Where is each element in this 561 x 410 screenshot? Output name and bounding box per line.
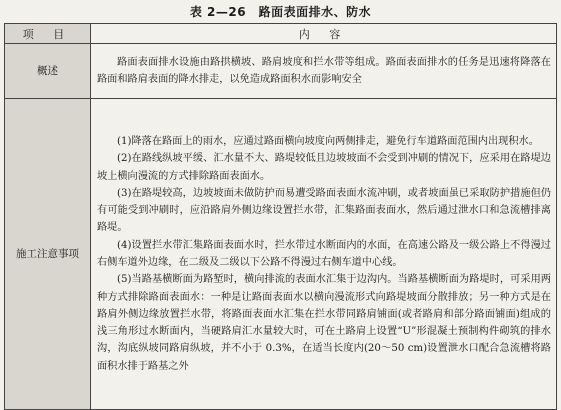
table-row (5, 44, 557, 99)
paragraph-4: (4)设置拦水带汇集路面表面水时，拦水带过水断面内的水面，在高速公路及一级公路上不得漫过右侧车道外边缘，在二级及二级以下公路不得漫过右侧车道中心线。 (97, 239, 551, 268)
row-label-overview: 概述 (5, 44, 91, 99)
paragraph-3: (3)在路堤较高，边坡坡面未做防护而易遭受路面表面水流冲刷，或者坡面虽已采取防护措施但仍有可能受到冲刷时，应沿路肩外侧边缘设置拦水带，汇集路面表面水，然后通过泄水口和急流槽排离路堤。 (97, 187, 551, 234)
header-item: 项 目 (5, 24, 91, 44)
table-row (5, 99, 557, 410)
content-table (4, 23, 557, 410)
paragraph: 路面表面排水设施由路拱横坡、路肩坡度和拦水带等组成。路面表面排水的任务是迅速将降落在路面和路肩表面的降水排走，以免造成路面积水而影响安全 (97, 56, 551, 85)
row-content-notes (91, 99, 557, 410)
header-content: 内 容 (91, 24, 557, 44)
paragraph-2: (2)在路线纵坡平缓、汇水量不大、路堤较低且边坡坡面不会受到冲刷的情况下，应采用在路堤边坡上横向漫流的方式排除路面表面水。 (97, 153, 551, 182)
paragraph-1: (1)降落在路面上的雨水，应通过路面横向坡度向两侧排走，避免行车道路面范围内出现积水。 (117, 135, 539, 147)
paragraph-5: (5)当路基横断面为路堑时，横向排流的表面水汇集于边沟内。当路基横断面为路堤时，可采用两种方式排除路面表面水：一种是让路面表面水以横向漫流形式向路堤坡面分散排放；另一种方式是在路肩外侧边缘放置拦水带，将路面表面水汇集在拦水带同路肩铺面(或者路肩和部分路面铺面)组成的浅三角形过水断面内，当硬路肩汇水量较大时，可在土路肩上设置“U”形混凝土预制构件砌筑的排水沟，沟底纵坡同路肩纵坡，并不小于 0.3%，在适当长度内(20～50 cm)设置泄水口配合急流槽将路面积水排于路基之外 (97, 274, 551, 372)
row-content-overview (91, 44, 557, 99)
row-label-notes: 施工注意事项 (5, 99, 91, 410)
table-header-row (5, 24, 557, 44)
table-title: 表 2—26 路面表面排水、防水 (189, 5, 372, 19)
